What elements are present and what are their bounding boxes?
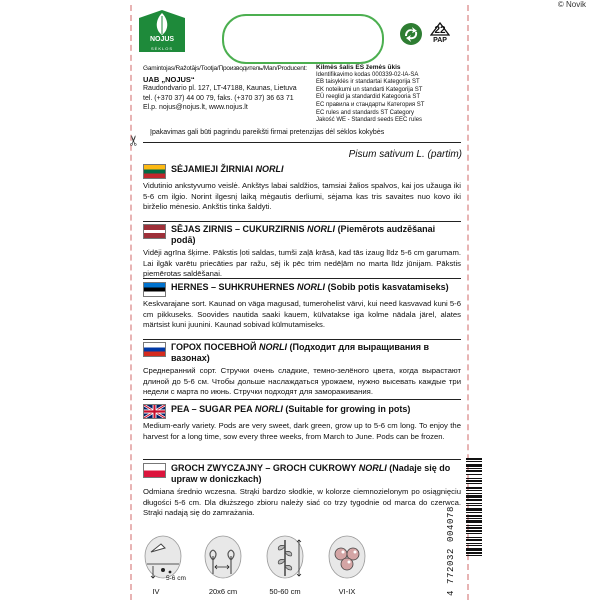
divider (143, 221, 461, 222)
certification-line: EÜ reeglid ja standardid Kategooria ST (316, 94, 421, 101)
section-title: SĒJAS ZIRNIS – CUKURZIRNIS (171, 224, 305, 234)
quality-claim-text: Įpakavimas gali būti pagrindu pareikšti firmai pretenzijas dėl sėklos kokybės (150, 129, 385, 136)
sowing-icon (143, 534, 183, 580)
variety-name: NORLI (254, 404, 283, 414)
barcode-bar (466, 520, 482, 523)
section-heading (143, 404, 461, 419)
barcode-bar (466, 515, 482, 517)
russia-flag-icon (143, 342, 166, 357)
recycling-material: PAP (433, 37, 447, 44)
spacing-icon (203, 534, 243, 580)
variety-name: NORLI (297, 282, 326, 292)
barcode-bar (466, 480, 482, 482)
barcode-bar (466, 499, 482, 501)
barcode-bar (466, 508, 482, 511)
certification-line: ЕС правила и стандарты Категория ST (316, 101, 425, 108)
section-title: HERNES – SUHKRUHERNES (171, 282, 295, 292)
barcode-bar (466, 537, 482, 538)
copyright-notice: © Novik (557, 0, 586, 9)
divider (143, 459, 461, 460)
barcode-bar (466, 533, 482, 534)
section-title: ГОРОХ ПОСЕВНОЙ (171, 342, 257, 352)
manufacturer-email: El.p. nojus@nojus.lt, www.nojus.lt (143, 104, 248, 111)
section-heading (143, 224, 461, 246)
barcode-bar (466, 518, 482, 519)
barcode (466, 458, 482, 598)
section-body: Keskvarajane sort. Kaunad on väga magusad, tumerohelist värvi, kui need kasvavad kuni 5-6 cm pikkuseks. Soovides nautida saaki kauem, külvatakse iga kolme nädala järel, alates märtsist kuni juunini. Kaunad sobivad külmutamiseks. (143, 299, 461, 329)
barcode-bar (466, 545, 482, 546)
sowing-label: IV (152, 587, 160, 596)
barcode-bar (466, 490, 482, 491)
manufacturer-phone: tel. (+370 37) 44 00 79, faks. (+370 37) 36 63 71 (143, 94, 294, 102)
height-icon (265, 534, 305, 580)
manufacturer-label: Gamintojas/Ražotājs/Tootja/Производитель/Man/Producent: (143, 65, 307, 72)
section-pl (143, 463, 461, 519)
divider (143, 278, 461, 279)
barcode-bar (466, 530, 482, 532)
manufacturer-name: UAB „NOJUS“ (143, 74, 195, 84)
barcode-bar (466, 525, 482, 526)
section-heading (143, 282, 461, 297)
poland-flag-icon (143, 463, 166, 478)
barcode-bar (466, 552, 482, 554)
variety-name: NORLI (358, 463, 387, 473)
barcode-bar (466, 527, 482, 529)
recycling-code-badge (430, 24, 450, 52)
lithuania-flag-icon (143, 164, 166, 179)
section-title: SĖJAMIEJI ŽIRNIAI (171, 164, 254, 174)
section-subtitle: (Nadaje się do upraw w doniczkach) (171, 463, 451, 484)
section-lt (143, 164, 461, 213)
barcode-bar (466, 470, 482, 472)
barcode-bar (466, 512, 482, 513)
barcode-bar (466, 495, 482, 498)
section-body: Odmiana średnio wczesna. Strąki bardzo słodkie, w kolorze ciemnozielonym po osiągnięciu długości 5-6 cm. Dla dłuższego zbioru należy siać co trzy tygodnie od marca do czerwca. Strąki nadają się do zamrażania. (143, 487, 461, 517)
barcode-bar (466, 468, 482, 469)
section-subtitle: (Piemērots audzēšanai podā) (171, 224, 436, 245)
latin-name: Pisum sativum L. (partim) (348, 149, 462, 160)
certification-title: Kilmės šalis ES žemės ūkis (316, 64, 401, 71)
barcode-bar (466, 543, 482, 544)
divider (143, 339, 461, 340)
estonia-flag-icon (143, 282, 166, 297)
spacing-label: 20x6 cm (208, 587, 238, 596)
barcode-bar (466, 487, 482, 489)
harvest-icon (327, 534, 367, 580)
barcode-bar (466, 503, 482, 504)
manufacturer-block (143, 64, 313, 113)
section-body: Vidēji agrīna šķirne. Pākstis ļoti saldas, tumši zaļā krāsā, kad tās izaug līdz 5-6 cm garumam. Lai ilgāk varētu priecāties par ražu, sēj ik pēc trim nedēļām no marta līdz jūnijam. Pākstis piemērotas saldēšanai. (143, 248, 461, 278)
manufacturer-address: Raudondvario pl. 127, LT-47188, Kaunas, Lietuva (143, 85, 297, 92)
logo-subtext: SĖKLOS (150, 46, 173, 51)
barcode-bar (466, 493, 482, 494)
variety-name: NORLI (255, 164, 284, 174)
section-title: GROCH ZWYCZAJNY – GROCH CUKROWY (171, 463, 357, 473)
scissors-icon: ✂ (125, 134, 142, 147)
section-body: Среднеранний сорт. Стручки очень сладкие, темно-зелёного цвета, когда вырастают длиной до 5-6 см. Чтобы дольше наслаждаться урожаем, нужно высевать каждые три недели с марта по июнь. Стручки подходят для замораживания. (143, 366, 461, 396)
barcode-bar (466, 555, 482, 556)
logo-text: NOJUS (149, 36, 175, 43)
certification-line: EB taisyklės ir standartai Kategorija ST (316, 79, 420, 86)
barcode-bar (466, 458, 482, 460)
certification-line: Jakość WE - Standard seeds EEC rules (316, 117, 423, 124)
barcode-bar (466, 464, 482, 467)
uk-flag-icon (143, 404, 166, 419)
nojus-logo (135, 8, 189, 56)
section-subtitle: (Suitable for growing in pots) (285, 404, 411, 414)
section-subtitle: (Подходит для выращивания в вазонах) (171, 342, 430, 363)
barcode-bar (466, 483, 482, 484)
barcode-digits: 4 772032 004078 (446, 505, 456, 596)
section-heading (143, 164, 461, 179)
recycle-icon (398, 22, 424, 46)
barcode-bar (466, 548, 482, 551)
variety-name: NORLI (307, 224, 336, 234)
planting-icons-row (143, 534, 461, 600)
packet-tab-slot (222, 14, 384, 64)
barcode-bar (466, 505, 482, 506)
barcode-bar (466, 474, 482, 475)
certification-line: Identifikavimo kodas 000339-02-IA-SA (316, 71, 419, 78)
barcode-bar (466, 461, 482, 462)
barcode-bar (466, 539, 482, 541)
certification-line: EK noteikumi un standarti Kategorija ST (316, 86, 423, 93)
section-ee (143, 282, 461, 331)
divider (143, 142, 461, 143)
height-label: 50-60 cm (269, 587, 301, 596)
variety-name: NORLI (259, 342, 287, 352)
certification-block (316, 64, 462, 125)
section-subtitle: (Sobib potis kasvatamiseks) (327, 282, 449, 292)
certification-line: EC rules and standards ST Category (316, 109, 414, 116)
section-gb (143, 404, 461, 442)
section-title: PEA – SUGAR PEA (171, 404, 253, 414)
section-heading (143, 342, 461, 364)
barcode-bar (466, 478, 482, 479)
section-body: Vidutinio ankstyvumo veislė. Ankštys labai saldžios, tamsiai žalios spalvos, kai jos užauga iki 5-6 cm ilgio. Norint ilgesnį laiką mėgautis derliumi, sėjama kas tris savaites nuo kovo iki birželio mėnesio. Ankštis tinka šaldyti. (143, 181, 461, 211)
section-lv (143, 224, 461, 280)
latvia-flag-icon (143, 224, 166, 239)
divider (143, 399, 461, 400)
section-body: Medium-early variety. Pods are very sweet, dark green, grow up to 5-6 cm long. To enjoy the harvest for a long time, sow every three weeks, from March to June. Pods can be frozen. (143, 421, 461, 441)
section-ru (143, 342, 461, 398)
sowing-depth: 5-6 cm (166, 575, 186, 582)
harvest-label: VI-IX (338, 587, 356, 596)
section-heading (143, 463, 461, 485)
recycling-number: 22 (434, 25, 446, 36)
